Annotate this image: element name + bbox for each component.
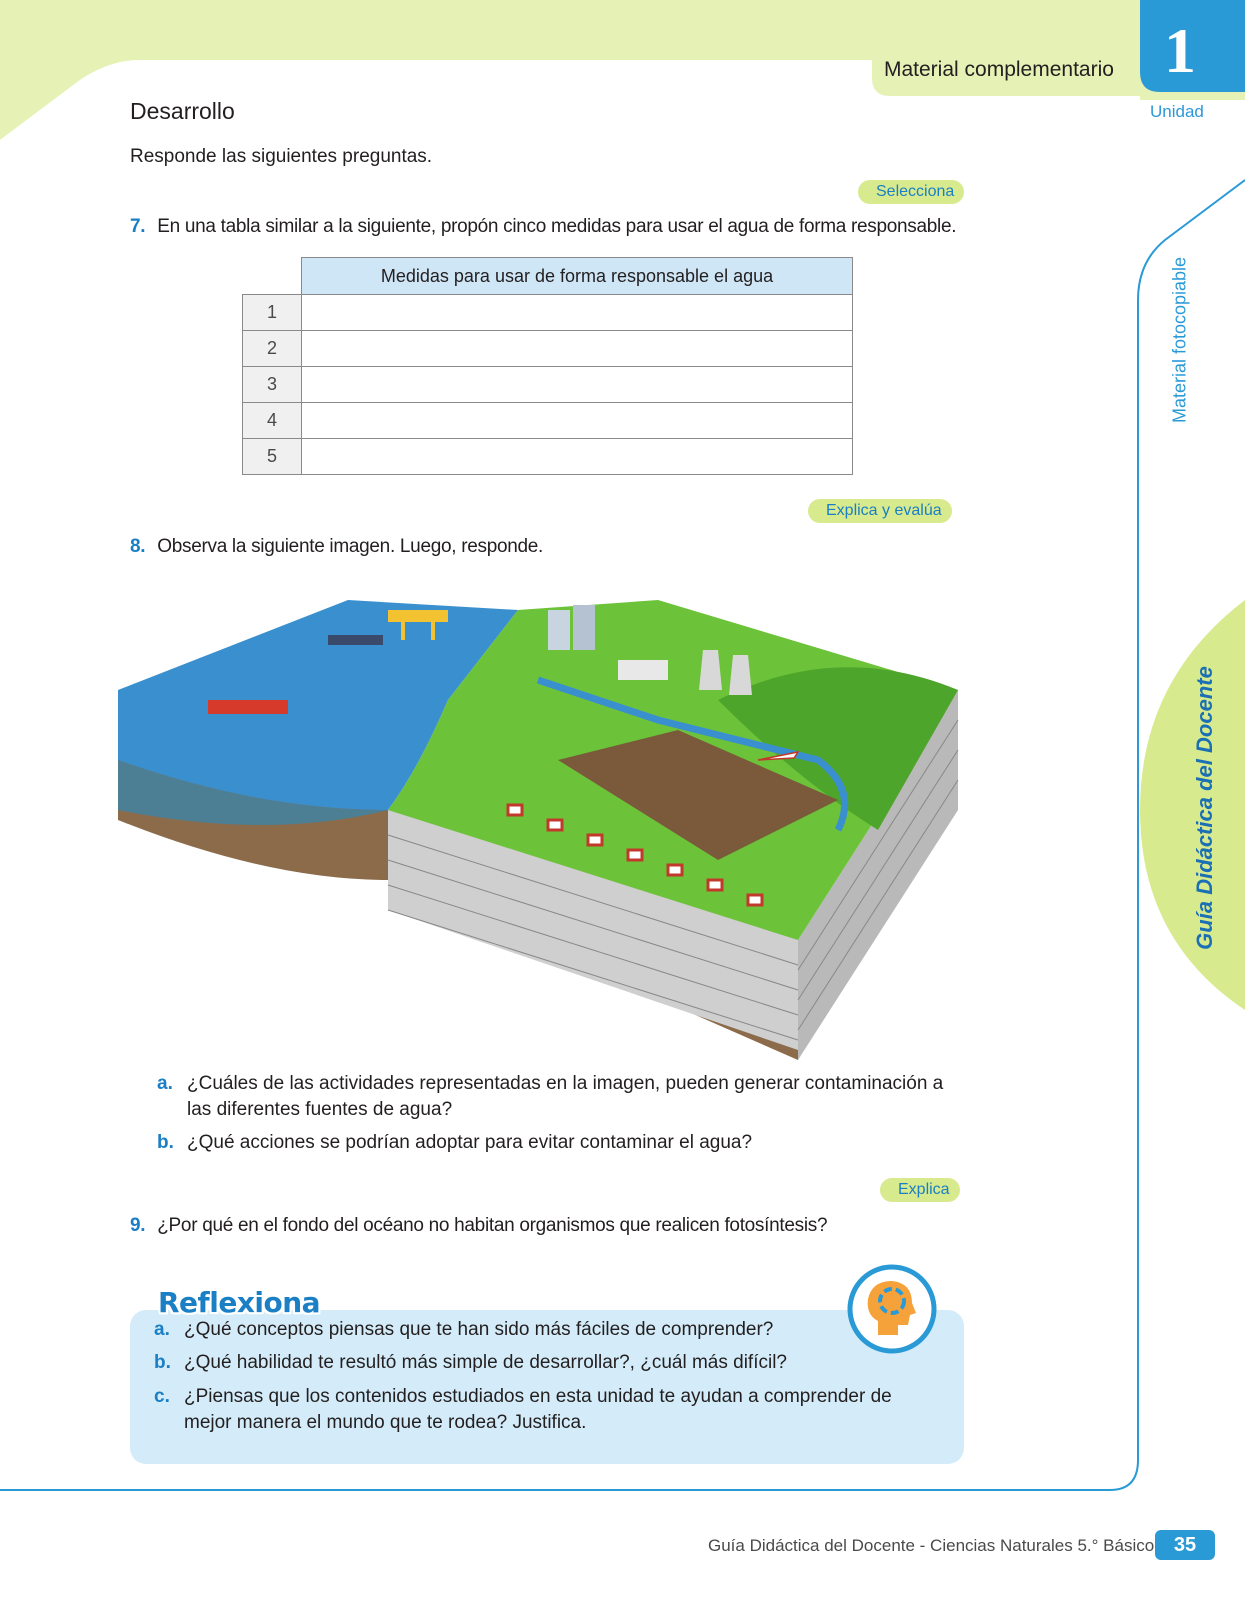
row-number: 2: [243, 331, 302, 367]
measures-table: [242, 257, 853, 475]
row-number: 3: [243, 367, 302, 403]
instructions: Responde las siguientes preguntas.: [130, 146, 433, 167]
skill-badge-q9: Explica: [880, 1178, 960, 1202]
question-8b: [157, 1130, 957, 1156]
table-row: [243, 331, 853, 367]
question-number: 8.: [130, 536, 146, 557]
landscape-illustration: [118, 580, 978, 1080]
reflexiona-b: [154, 1350, 924, 1376]
subquestion-letter: b.: [157, 1132, 174, 1153]
skill-badge-q7: Selecciona: [858, 180, 964, 204]
reflexiona-a: [154, 1317, 924, 1343]
question-text: ¿Por qué en el fondo del océano no habitan organismos que realicen fotosíntesis?: [157, 1215, 828, 1236]
header-label: Material complementario: [884, 58, 1114, 81]
subquestion-text: ¿Piensas que los contenidos estudiados en esta unidad te ayudan a comprender de mejor manera el mundo que te rodea? Justifica.: [184, 1386, 892, 1433]
table-header: Medidas para usar de forma responsable el agua: [302, 258, 853, 295]
subquestion-text: ¿Qué conceptos piensas que te han sido más fáciles de comprender?: [184, 1319, 774, 1340]
table-row: [243, 439, 853, 475]
question-number: 9.: [130, 1215, 146, 1236]
table-row: [243, 403, 853, 439]
question-number: 7.: [130, 216, 146, 237]
question-8: [130, 536, 543, 558]
question-7: [130, 216, 956, 238]
page-number: 35: [1155, 1530, 1215, 1560]
question-9: [130, 1215, 827, 1237]
table-row: [243, 367, 853, 403]
question-text: En una tabla similar a la siguiente, propón cinco medidas para usar el agua de forma responsable.: [157, 216, 957, 237]
subquestion-text: ¿Qué acciones se podrían adoptar para evitar contaminar el agua?: [187, 1132, 753, 1153]
table-row: [243, 295, 853, 331]
question-8a: [157, 1071, 957, 1123]
table-header-row: [243, 258, 853, 295]
reflexiona-c: [154, 1384, 924, 1436]
row-cell[interactable]: [302, 403, 853, 439]
subquestion-letter: a.: [157, 1073, 173, 1094]
row-cell[interactable]: [302, 367, 853, 403]
skill-badge-q8: Explica y evalúa: [808, 499, 952, 523]
table-corner: [243, 258, 302, 295]
unit-number: 1: [1164, 15, 1196, 86]
subquestion-text: ¿Cuáles de las actividades representadas en la imagen, pueden generar contaminación a las diferentes fuentes de agua?: [187, 1073, 944, 1120]
subquestion-letter: a.: [154, 1319, 170, 1340]
row-number: 1: [243, 295, 302, 331]
subquestion-letter: b.: [154, 1352, 171, 1373]
subquestion-text: ¿Qué habilidad te resultó más simple de desarrollar?, ¿cuál más difícil?: [184, 1352, 787, 1373]
subquestion-letter: c.: [154, 1386, 170, 1407]
reflexiona-title: Reflexiona: [158, 1286, 321, 1319]
row-cell[interactable]: [302, 439, 853, 475]
section-title: Desarrollo: [130, 98, 235, 124]
footer-text: Guía Didáctica del Docente - Ciencias Naturales 5.° Básico: [708, 1536, 1155, 1555]
row-cell[interactable]: [302, 295, 853, 331]
sidebar-guide-label: Guía Didáctica del Docente: [1192, 666, 1217, 950]
row-number: 5: [243, 439, 302, 475]
sidebar-photocopy-label: Material fotocopiable: [1169, 256, 1190, 424]
unit-word: Unidad: [1150, 102, 1204, 121]
row-cell[interactable]: [302, 331, 853, 367]
question-text: Observa la siguiente imagen. Luego, responde.: [157, 536, 544, 557]
row-number: 4: [243, 403, 302, 439]
